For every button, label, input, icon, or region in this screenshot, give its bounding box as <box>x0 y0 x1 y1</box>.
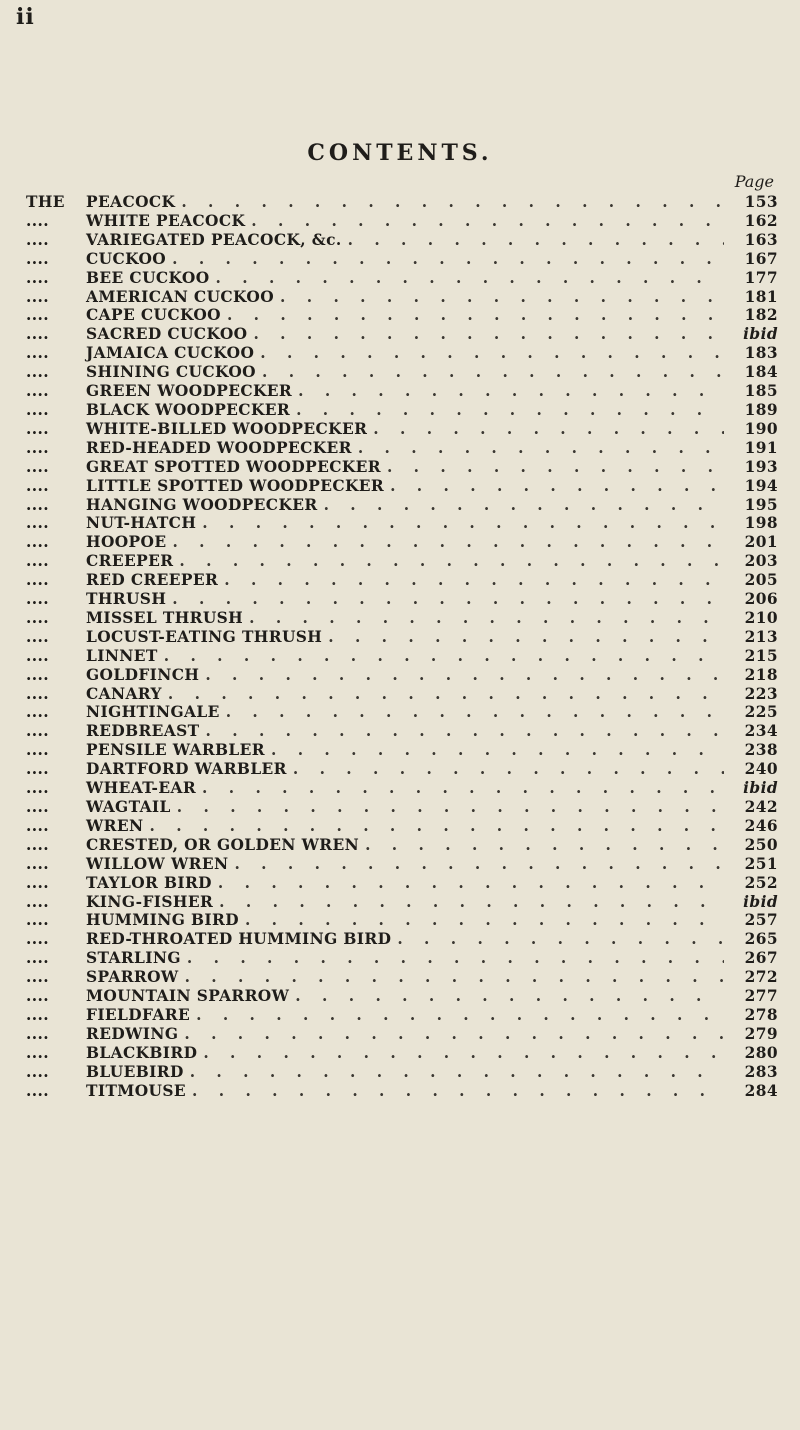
dot-leader <box>177 798 724 817</box>
contents-entry <box>26 420 778 439</box>
entry-prefix: .... <box>26 949 50 968</box>
entry-page-number: 240 <box>744 760 778 779</box>
entry-page-number: 153 <box>744 193 778 211</box>
entry-title: FIELDFARE <box>86 1005 191 1024</box>
entry-prefix: .... <box>26 249 50 268</box>
dot-leader <box>164 647 724 666</box>
contents-entry <box>26 685 778 704</box>
entry-prefix: THE <box>26 193 65 211</box>
dot-leader <box>202 779 724 798</box>
entry-prefix: .... <box>26 779 50 798</box>
contents-entry <box>26 609 778 628</box>
entry-title: STARLING <box>86 949 181 968</box>
entry-title: GOLDFINCH <box>86 665 200 684</box>
entry-prefix: .... <box>26 911 50 930</box>
entry-page-number: 225 <box>744 703 778 722</box>
contents-entry <box>26 231 778 250</box>
entry-title: RED-THROATED HUMMING BIRD <box>86 930 392 949</box>
entry-prefix: .... <box>26 665 50 684</box>
dot-leader <box>295 987 724 1006</box>
entry-page-number: 201 <box>744 533 778 552</box>
contents-entry <box>26 647 778 666</box>
entry-title: HANGING WOODPECKER <box>86 495 318 514</box>
contents-entry <box>26 514 778 533</box>
entry-prefix: .... <box>26 552 50 571</box>
dot-leader <box>387 458 724 477</box>
entry-title: TAYLOR BIRD <box>86 873 212 892</box>
entry-prefix: .... <box>26 1024 50 1043</box>
entry-page-number: 181 <box>744 287 778 306</box>
entry-page-number: 218 <box>744 665 778 684</box>
dot-leader <box>224 571 724 590</box>
dot-leader <box>219 893 724 912</box>
entry-page-number: 223 <box>744 684 778 703</box>
entry-title: WHEAT-EAR <box>86 779 197 798</box>
contents-entry <box>26 496 778 515</box>
contents-entry <box>26 1063 778 1082</box>
dot-leader <box>271 741 724 760</box>
contents-entry <box>26 458 778 477</box>
entry-page-number: 182 <box>744 306 778 325</box>
contents-entry <box>26 571 778 590</box>
entry-page-number: 277 <box>744 987 778 1006</box>
contents-entry <box>26 817 778 836</box>
entry-title: NUT-HATCH <box>86 514 197 533</box>
entry-page-number: 284 <box>744 1081 778 1100</box>
entry-title: LITTLE SPOTTED WOODPECKER <box>86 476 385 495</box>
entry-prefix: .... <box>26 835 50 854</box>
entry-title: RED-HEADED WOODPECKER <box>86 438 352 457</box>
contents-entry <box>26 269 778 288</box>
dot-leader <box>206 722 724 741</box>
dot-leader <box>260 344 724 363</box>
dot-leader <box>190 1063 724 1082</box>
entry-title: WREN <box>86 816 144 835</box>
entry-title: GREEN WOODPECKER <box>86 382 293 401</box>
entry-page-number: 234 <box>744 722 778 741</box>
entry-title: LINNET <box>86 646 158 665</box>
entry-title: GREAT SPOTTED WOODPECKER <box>86 457 381 476</box>
entry-title: PENSILE WARBLER <box>86 741 265 760</box>
entry-title: SHINING CUCKOO <box>86 363 256 382</box>
contents-entry <box>26 1006 778 1025</box>
entry-title: RED CREEPER <box>86 571 219 590</box>
dot-leader <box>216 269 724 288</box>
dot-leader <box>218 874 724 893</box>
entry-page-number: 193 <box>744 457 778 476</box>
dot-leader <box>168 685 724 704</box>
entry-title: REDWING <box>86 1024 179 1043</box>
dot-leader <box>293 760 724 779</box>
dot-leader <box>181 193 724 212</box>
contents-entry <box>26 193 778 212</box>
entry-title: BLUEBIRD <box>86 1062 184 1081</box>
contents-entry <box>26 666 778 685</box>
entry-prefix: .... <box>26 514 50 533</box>
entry-page-number: 191 <box>744 438 778 457</box>
entry-prefix: .... <box>26 646 50 665</box>
dot-leader <box>251 212 724 231</box>
contents-entry <box>26 930 778 949</box>
entry-page-number: 213 <box>744 627 778 646</box>
entry-page-number: 238 <box>744 741 778 760</box>
dot-leader <box>397 930 724 949</box>
entry-page-number: 206 <box>744 590 778 609</box>
entry-page-number: 278 <box>744 1005 778 1024</box>
entry-title: WAGTAIL <box>86 798 171 816</box>
contents-entry <box>26 798 778 817</box>
contents-entry <box>26 382 778 401</box>
entry-title: REDBREAST <box>86 722 200 741</box>
entry-title: CUCKOO <box>86 249 167 268</box>
dot-leader <box>234 855 724 874</box>
entry-page-number: 162 <box>744 211 778 230</box>
dot-leader <box>149 817 724 836</box>
entry-prefix: .... <box>26 798 50 816</box>
entry-page-number: 250 <box>744 835 778 854</box>
entry-page-number: 251 <box>744 854 778 873</box>
contents-entry <box>26 741 778 760</box>
contents-entry <box>26 855 778 874</box>
entry-page-number: ibid <box>743 325 778 344</box>
entry-prefix: .... <box>26 1043 50 1062</box>
entry-prefix: .... <box>26 363 50 382</box>
entry-prefix: .... <box>26 495 50 514</box>
entry-prefix: .... <box>26 1005 50 1024</box>
entry-prefix: .... <box>26 457 50 476</box>
page-number: ii <box>16 4 35 30</box>
dot-leader <box>365 836 724 855</box>
entry-title: MOUNTAIN SPARROW <box>86 987 290 1006</box>
entry-prefix: .... <box>26 419 50 438</box>
entry-page-number: 167 <box>744 249 778 268</box>
entry-prefix: .... <box>26 854 50 873</box>
entry-prefix: .... <box>26 400 50 419</box>
entry-title: MISSEL THRUSH <box>86 608 244 627</box>
entry-title: CAPE CUCKOO <box>86 306 221 325</box>
entry-prefix: .... <box>26 476 50 495</box>
entry-page-number: 279 <box>744 1024 778 1043</box>
dot-leader <box>172 533 724 552</box>
entry-prefix: .... <box>26 760 50 779</box>
entry-page-number: 272 <box>744 968 778 987</box>
dot-leader <box>298 382 724 401</box>
dot-leader <box>253 325 724 344</box>
entry-page-number: 195 <box>744 495 778 514</box>
entry-page-number: 198 <box>744 514 778 533</box>
contents-entry <box>26 552 778 571</box>
entry-page-number: 183 <box>744 344 778 363</box>
contents-entry <box>26 306 778 325</box>
entry-title: CANARY <box>86 684 162 703</box>
entry-title: SPARROW <box>86 968 179 987</box>
dot-leader <box>245 911 724 930</box>
entry-prefix: .... <box>26 306 50 325</box>
dot-leader <box>172 250 724 269</box>
contents-entry <box>26 893 778 912</box>
entry-page-number: 242 <box>744 798 778 816</box>
entry-title: DARTFORD WARBLER <box>86 760 287 779</box>
entry-prefix: .... <box>26 533 50 552</box>
entry-page-number: 257 <box>744 911 778 930</box>
entry-prefix: .... <box>26 287 50 306</box>
contents-entry <box>26 703 778 722</box>
entry-prefix: .... <box>26 571 50 590</box>
entry-title: CREEPER <box>86 552 174 571</box>
entry-prefix: .... <box>26 968 50 987</box>
entry-title: BEE CUCKOO <box>86 268 210 287</box>
dot-leader <box>249 609 724 628</box>
contents-entry <box>26 1025 778 1044</box>
entry-title: LOCUST-EATING THRUSH <box>86 627 323 646</box>
entry-prefix: .... <box>26 930 50 949</box>
contents-entry <box>26 911 778 930</box>
entry-title: WHITE-BILLED WOODPECKER <box>86 419 368 438</box>
entry-page-number: 265 <box>744 930 778 949</box>
entry-page-number: 189 <box>744 400 778 419</box>
dot-leader <box>373 420 724 439</box>
entry-title: WHITE PEACOCK <box>86 211 246 230</box>
dot-leader <box>348 231 724 250</box>
dot-leader <box>328 628 724 647</box>
dot-leader <box>185 968 724 987</box>
dot-leader <box>262 363 724 382</box>
dot-leader <box>296 401 724 420</box>
entry-page-number: 252 <box>744 873 778 892</box>
dot-leader <box>192 1082 724 1101</box>
entry-prefix: .... <box>26 325 50 344</box>
entry-title: TITMOUSE <box>86 1081 187 1100</box>
contents-entry <box>26 477 778 496</box>
contents-entry <box>26 968 778 987</box>
contents-entry <box>26 874 778 893</box>
dot-leader <box>187 949 724 968</box>
dot-leader <box>390 477 724 496</box>
entry-prefix: .... <box>26 1062 50 1081</box>
entry-title: PEACOCK <box>86 193 176 211</box>
dot-leader <box>202 514 724 533</box>
contents-list <box>26 193 778 1101</box>
entry-page-number: 283 <box>744 1062 778 1081</box>
entry-title: JAMAICA CUCKOO <box>86 344 255 363</box>
entry-prefix: .... <box>26 703 50 722</box>
page-column-header: Page <box>734 172 774 191</box>
entry-title: KING-FISHER <box>86 892 214 911</box>
contents-entry <box>26 212 778 231</box>
contents-entry <box>26 987 778 1006</box>
entry-title: CRESTED, OR GOLDEN WREN <box>86 835 360 854</box>
contents-entry <box>26 288 778 307</box>
dot-leader <box>172 590 724 609</box>
contents-entry <box>26 363 778 382</box>
contents-entry <box>26 779 778 798</box>
contents-entry <box>26 344 778 363</box>
entry-page-number: 184 <box>744 363 778 382</box>
contents-entry <box>26 722 778 741</box>
entry-title: BLACK WOODPECKER <box>86 400 291 419</box>
entry-title: THRUSH <box>86 590 167 609</box>
entry-prefix: .... <box>26 608 50 627</box>
dot-leader <box>179 552 724 571</box>
entry-title: VARIEGATED PEACOCK, &c. <box>86 230 342 249</box>
entry-prefix: .... <box>26 741 50 760</box>
contents-entry <box>26 325 778 344</box>
dot-leader <box>203 1044 724 1063</box>
entry-page-number: 210 <box>744 608 778 627</box>
entry-prefix: .... <box>26 590 50 609</box>
contents-entry <box>26 1082 778 1101</box>
entry-prefix: .... <box>26 816 50 835</box>
contents-entry <box>26 533 778 552</box>
entry-title: AMERICAN CUCKOO <box>86 287 275 306</box>
entry-prefix: .... <box>26 1081 50 1100</box>
dot-leader <box>226 703 724 722</box>
entry-prefix: .... <box>26 344 50 363</box>
entry-prefix: .... <box>26 684 50 703</box>
entry-prefix: .... <box>26 382 50 401</box>
entry-page-number: 177 <box>744 268 778 287</box>
entry-prefix: .... <box>26 230 50 249</box>
entry-title: BLACKBIRD <box>86 1043 198 1062</box>
dot-leader <box>227 306 724 325</box>
entry-title: HUMMING BIRD <box>86 911 239 930</box>
dot-leader <box>196 1006 724 1025</box>
entry-prefix: .... <box>26 438 50 457</box>
entry-title: SACRED CUCKOO <box>86 325 248 344</box>
contents-entry <box>26 590 778 609</box>
contents-entry <box>26 1044 778 1063</box>
dot-leader <box>324 496 724 515</box>
entry-page-number: ibid <box>743 892 778 911</box>
page-title: CONTENTS. <box>307 140 493 166</box>
entry-page-number: 190 <box>744 419 778 438</box>
entry-title: WILLOW WREN <box>86 854 229 873</box>
entry-page-number: 246 <box>744 816 778 835</box>
entry-prefix: .... <box>26 892 50 911</box>
entry-page-number: ibid <box>743 779 778 798</box>
entry-prefix: .... <box>26 722 50 741</box>
entry-prefix: .... <box>26 987 50 1006</box>
entry-page-number: 215 <box>744 646 778 665</box>
entry-page-number: 280 <box>744 1043 778 1062</box>
entry-prefix: .... <box>26 627 50 646</box>
contents-entry <box>26 949 778 968</box>
entry-prefix: .... <box>26 211 50 230</box>
contents-entry <box>26 401 778 420</box>
dot-leader <box>205 666 724 685</box>
entry-page-number: 163 <box>744 230 778 249</box>
entry-title: NIGHTINGALE <box>86 703 220 722</box>
contents-entry <box>26 760 778 779</box>
entry-page-number: 203 <box>744 552 778 571</box>
dot-leader <box>280 288 724 307</box>
dot-leader <box>358 439 724 458</box>
contents-entry <box>26 250 778 269</box>
contents-entry <box>26 439 778 458</box>
dot-leader <box>184 1025 724 1044</box>
contents-entry <box>26 628 778 647</box>
contents-entry <box>26 836 778 855</box>
entry-page-number: 205 <box>744 571 778 590</box>
entry-prefix: .... <box>26 873 50 892</box>
entry-page-number: 267 <box>744 949 778 968</box>
entry-page-number: 185 <box>744 382 778 401</box>
entry-prefix: .... <box>26 268 50 287</box>
entry-page-number: 194 <box>744 476 778 495</box>
entry-title: HOOPOE <box>86 533 167 552</box>
